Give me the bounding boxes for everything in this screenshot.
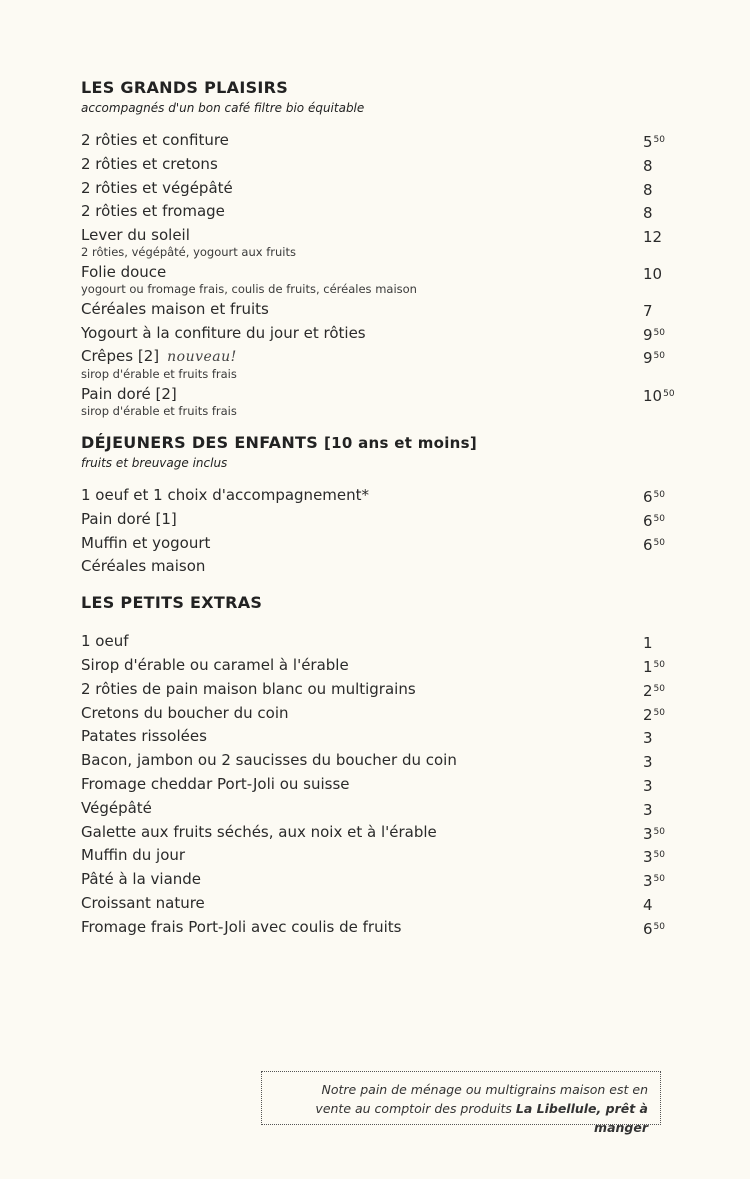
menu-item [81, 702, 671, 726]
item-price: 10 [643, 264, 663, 283]
item-name: Sirop d'érable ou caramel à l'érable [81, 655, 349, 674]
item-name: Pain doré [2] [81, 385, 177, 404]
item-name: Crêpes [2] nouveau! [81, 347, 237, 366]
section-subtitle: accompagnés d'un bon café filtre bio équitable [81, 101, 365, 115]
item-price: 3 [643, 729, 653, 748]
menu-item [81, 261, 671, 297]
menu-item [81, 153, 671, 177]
item-name: 2 rôties et cretons [81, 154, 218, 173]
item-price: $6^{50}$ [643, 511, 665, 530]
item-name: 1 oeuf [81, 632, 129, 651]
menu-item [81, 844, 671, 868]
section-title: LES GRANDS PLAISIRS [81, 78, 289, 97]
menu-item [81, 821, 671, 845]
menu-item [81, 345, 671, 382]
item-name: 2 rôties de pain maison blanc ou multigrains [81, 679, 416, 698]
section-petits-extras [81, 593, 671, 939]
item-name: Patates rissolées [81, 727, 207, 746]
menu-item [81, 749, 671, 773]
new-badge: nouveau! [167, 349, 237, 366]
menu-list [81, 484, 671, 579]
item-price: $5^{50}$ [643, 133, 665, 151]
section-dejeuners-enfants [81, 433, 671, 579]
menu-item [81, 630, 671, 654]
section-title: LES PETITS EXTRAS [81, 593, 263, 613]
menu-page [81, 78, 675, 940]
menu-item [81, 484, 671, 508]
item-price: 7 [643, 301, 653, 320]
item-price: $2^{50}$ [643, 705, 665, 724]
item-price: 1 [643, 634, 653, 653]
item-name: Muffin du jour [81, 846, 186, 865]
item-name: Bacon, jambon ou 2 saucisses du boucher du coin [81, 751, 457, 770]
item-price: $3^{50}$ [643, 824, 665, 843]
menu-item [81, 892, 671, 916]
menu-item [81, 555, 671, 579]
notice-line-1: Notre pain de ménage ou multigrains maison est en [321, 1082, 648, 1097]
item-price: $2^{50}$ [643, 681, 665, 700]
item-name: Végépâté [81, 798, 152, 817]
menu-item [81, 383, 675, 419]
item-name: 2 rôties et fromage [81, 202, 225, 221]
menu-item [81, 532, 671, 556]
item-price: $9^{50}$ [643, 349, 665, 368]
menu-list [81, 129, 675, 419]
item-price: 4 [643, 895, 653, 914]
item-name: Pâté à la viande [81, 870, 202, 889]
item-name: Galette aux fruits séchés, aux noix et à l'érable [81, 822, 437, 841]
item-price: 3 [643, 776, 653, 795]
menu-item [81, 200, 671, 224]
item-price: 8 [643, 204, 653, 223]
item-name: Fromage cheddar Port-Joli ou suisse [81, 774, 350, 793]
item-price: $6^{50}$ [643, 535, 665, 554]
item-price: 12 [643, 228, 663, 247]
menu-item [81, 298, 671, 322]
menu-item [81, 224, 671, 260]
item-name: Folie douce [81, 262, 167, 281]
item-name: 1 oeuf et 1 choix d'accompagnement* [81, 485, 370, 504]
item-name: Céréales maison et fruits [81, 299, 269, 318]
item-price: 8 [643, 180, 653, 199]
item-name: Pain doré [1] [81, 509, 177, 528]
menu-item [81, 916, 671, 940]
item-price: $10^{50}$ [643, 387, 675, 406]
menu-item [81, 797, 671, 821]
menu-item [81, 177, 671, 201]
menu-item [81, 725, 671, 749]
item-price: $6^{50}$ [643, 487, 665, 506]
item-name: Fromage frais Port-Joli avec coulis de fruits [81, 917, 402, 936]
menu-item [81, 322, 671, 346]
section-title: DÉJEUNERS DES ENFANTS [10 ans et moins] [81, 432, 478, 452]
item-name: Yogourt à la confiture du jour et rôties [81, 323, 366, 342]
menu-item [81, 868, 671, 892]
notice-line-2: vente au comptoir des produits La Libellule, prêt à manger [315, 1101, 648, 1135]
menu-item [81, 654, 671, 678]
menu-item [81, 773, 671, 797]
section-title-suffix: [10 ans et moins] [323, 433, 478, 452]
item-price: $3^{50}$ [643, 848, 665, 867]
bread-notice-box [261, 1071, 661, 1135]
item-price: 8 [643, 156, 653, 175]
item-name: 2 rôties et confiture [81, 131, 229, 149]
item-name: Lever du soleil [81, 226, 190, 245]
item-price: $6^{50}$ [643, 919, 665, 938]
item-price: 3 [643, 753, 653, 772]
menu-list [81, 630, 671, 939]
item-price: 3 [643, 800, 653, 819]
item-name: Muffin et yogourt [81, 533, 211, 552]
section-subtitle: fruits et breuvage inclus [81, 455, 228, 470]
item-description: sirop d'érable et fruits frais [81, 367, 237, 382]
item-name: Céréales maison [81, 557, 206, 576]
item-name: Croissant nature [81, 893, 205, 912]
item-description: yogourt ou fromage frais, coulis de fruits, céréales maison [81, 281, 417, 296]
item-name: 2 rôties et végépâté [81, 178, 233, 197]
item-description: sirop d'érable et fruits frais [81, 403, 237, 418]
item-price: $3^{50}$ [643, 872, 665, 891]
item-name: Cretons du boucher du coin [81, 703, 289, 722]
item-description: 2 rôties, végépâté, yogourt aux fruits [81, 244, 296, 259]
menu-item [81, 129, 671, 153]
notice-brand: La Libellule, prêt à manger [515, 1101, 648, 1135]
menu-item [81, 508, 671, 532]
menu-item [81, 678, 671, 702]
section-grands-plaisirs [81, 78, 675, 419]
item-price: $9^{50}$ [643, 325, 665, 344]
item-price: $1^{50}$ [643, 657, 665, 676]
